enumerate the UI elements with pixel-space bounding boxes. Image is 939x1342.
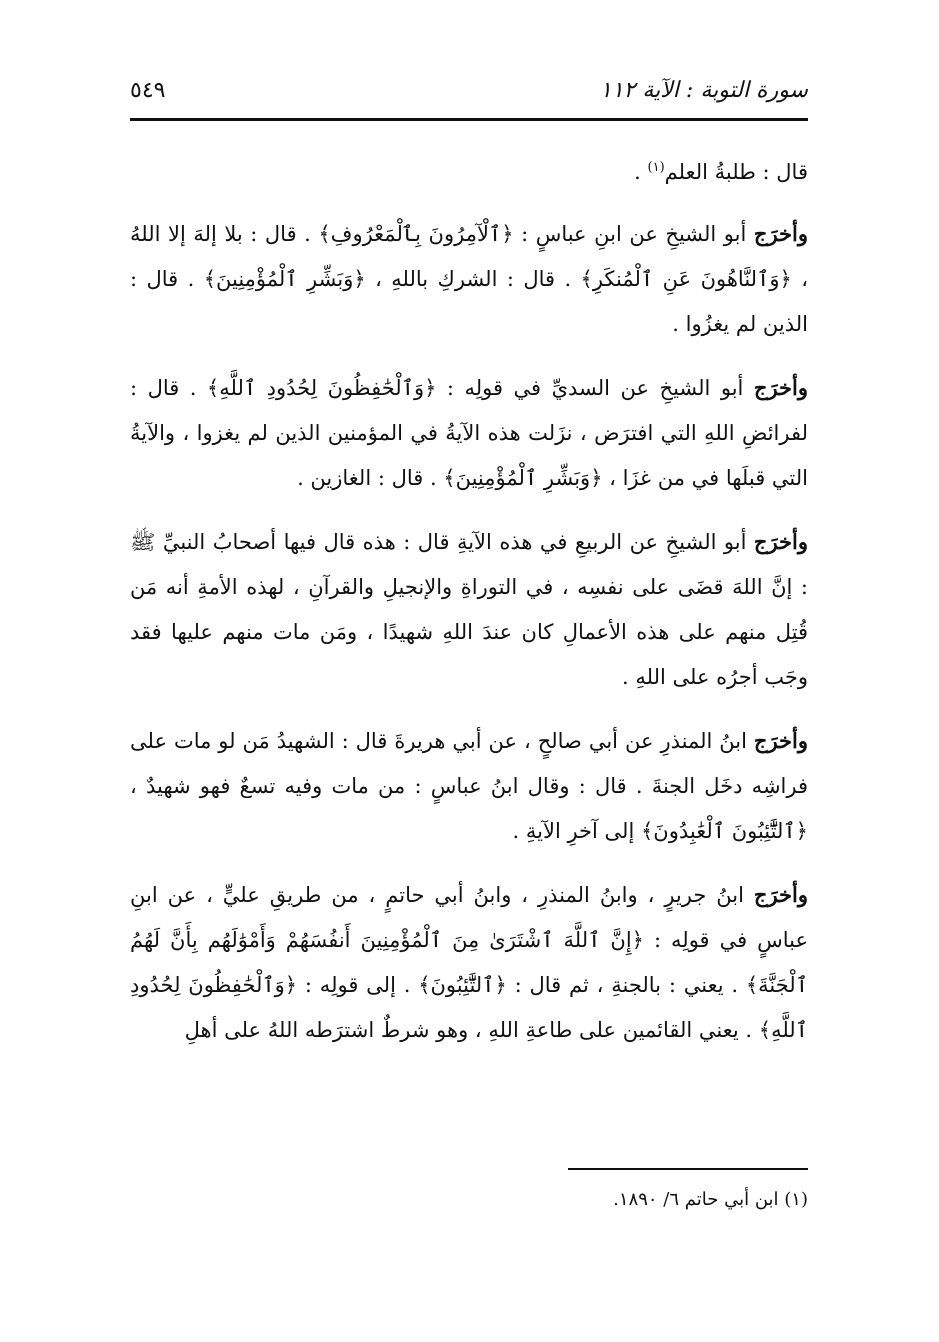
paragraph xyxy=(130,365,808,501)
paragraph-lead: وأخرَج xyxy=(753,375,808,400)
paragraph-lead: وأخرَج xyxy=(753,529,809,554)
paragraph-text: ابنُ المنذرِ عن أبي صالحٍ ، عن أبي هريرةَ قال : الشهيدُ مَن لو مات على فراشِه دخَل الجنةَ . قال : وقال ابنُ عباسٍ : من مات وفيه تسعٌ فهو شهيدٌ ، ﴿ٱلتَّٰٓئِبُونَ ٱلْعَٰبِدُونَ﴾ إلى آخرِ الآيةِ . xyxy=(130,729,808,843)
running-head: سورة التوبة : الآية ١١٢ xyxy=(599,77,808,103)
paragraph-lead: وأخرَج xyxy=(753,728,808,753)
header-rule xyxy=(130,118,808,121)
paragraph-lead: وأخرَج xyxy=(753,882,808,907)
paragraph-tail: . xyxy=(634,160,648,184)
page-body xyxy=(130,150,808,1071)
page-header xyxy=(130,70,808,110)
paragraph-lead: وأخرَج xyxy=(753,221,808,246)
footnote: (١) ابن أبي حاتم ٦/ ١٨٩٠. xyxy=(613,1189,808,1210)
paragraph-text: أبو الشيخِ عن السديِّ في قولِه : ﴿وَٱلْحَٰفِظُونَ لِحُدُودِ ٱللَّهِ﴾ . قال : لفرائضِ اللهِ التي افترَض ، نزَلت هذه الآيةُ في المؤمنين الذين لم يغزوا ، والآيةُ التي قبلَها في من غزَا ، ﴿وَبَشِّرِ ٱلْمُؤْمِنِينَ﴾ . قال : الغازين . xyxy=(130,376,808,490)
paragraph xyxy=(130,519,808,700)
paragraph-text: قال : طلبةُ العلم xyxy=(664,160,808,184)
paragraph xyxy=(130,211,808,347)
page-number: ٥٤٩ xyxy=(130,77,166,103)
paragraph xyxy=(130,872,808,1053)
paragraph-text: ابنُ جريرٍ ، وابنُ المنذرِ ، وابنُ أبي حاتمٍ ، من طريقِ عليٍّ ، عن ابنِ عباسٍ في قولِه : ﴿إِنَّ ٱللَّهَ ٱشْتَرَىٰ مِنَ ٱلْمُؤْمِنِينَ أَنفُسَهُمْ وَأَمْوَٰلَهُم بِأَنَّ لَهُمُ ٱلْجَنَّةَ﴾ . يعني : بالجنةِ ، ثم قال : ﴿ٱلتَّٰٓئِبُونَ﴾ . إلى قولِه : ﴿وَٱلْحَٰفِظُونَ لِحُدُودِ ٱللَّهِ﴾ . يعني القائمين على طاعةِ اللهِ ، وهو شرطٌ اشترَطه اللهُ على أهلِ xyxy=(130,883,808,1042)
paragraph-text: أبو الشيخِ عن الربيعِ في هذه الآيةِ قال : هذه قال فيها أصحابُ النبيِّ ﷺ : إنَّ اللهَ قضَى على نفسِه ، في التوراةِ والإنجيلِ والقرآنِ ، لهذه الأمةِ أنه مَن قُتِل منهم على هذه الأعمالِ كان عندَ اللهِ شهيدًا ، ومَن مات منهم عليها فقد وجَب أجرُه على اللهِ . xyxy=(130,530,808,689)
footnote-reference: (١) xyxy=(647,160,665,175)
paragraph xyxy=(130,150,808,195)
footnote-rule xyxy=(568,1168,808,1170)
paragraph xyxy=(130,718,808,854)
paragraph-text: أبو الشيخِ عن ابنِ عباسٍ : ﴿ٱلْآمِرُونَ بِٱلْمَعْرُوفِ﴾ . قال : بلا إلهَ إلا اللهُ ، ﴿وَٱلنَّاهُونَ عَنِ ٱلْمُنكَرِ﴾ . قال : الشركِ باللهِ ، ﴿وَبَشِّرِ ٱلْمُؤْمِنِينَ﴾ . قال : الذين لم يغزُوا . xyxy=(130,222,808,336)
